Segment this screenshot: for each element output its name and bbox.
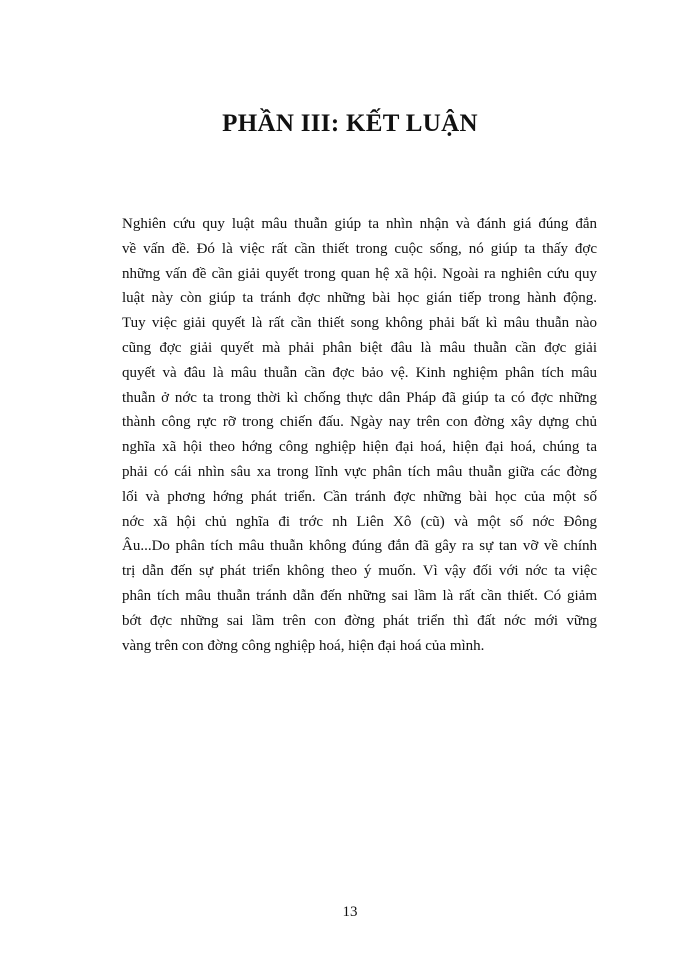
- conclusion-paragraph: [122, 212, 597, 658]
- paragraph-line: phân tích mâu thuẫn tránh dẫn đến những sai lầm là rất cần thiết. Có giảm: [122, 587, 597, 604]
- paragraph-line: Tuy việc giải quyết là rất cần thiết song không phải bất kì mâu thuẫn nào: [122, 315, 597, 332]
- paragraph-line: trị dẫn đến sự phát triển không theo ý muốn. Vì vậy đối với nớc ta việc: [122, 563, 597, 580]
- paragraph-line: bớt đợc những sai lầm trên con đờng phát triển thì đất nớc mới vững: [122, 612, 597, 629]
- paragraph-line: quyết và đâu là mâu thuẫn cần đợc bảo vệ. Kinh nghiệm phân tích mâu: [122, 364, 597, 381]
- paragraph-line: nghĩa xã hội theo hớng công nghiệp hiện đại hoá, hiện đại hoá, chúng ta: [122, 439, 597, 456]
- section-heading: PHẦN III: KẾT LUẬN: [222, 110, 478, 137]
- paragraph-line: thành công rực rỡ trong chiến đấu. Ngày nay trên con đờng xây dựng chủ: [122, 414, 597, 431]
- paragraph-line: thuẫn ở nớc ta trong thời kì chống thực dân Pháp đã giúp ta có đợc những: [122, 389, 597, 406]
- page-number: 13: [342, 904, 358, 920]
- paragraph-line: vàng trên con đờng công nghiệp hoá, hiện đại hoá của mình.: [122, 637, 485, 654]
- paragraph-line: Nghiên cứu quy luật mâu thuẫn giúp ta nhìn nhận và đánh giá đúng đắn: [122, 216, 597, 232]
- paragraph-line: luật này còn giúp ta tránh đợc những bài học gián tiếp trong hành động.: [122, 290, 597, 307]
- paragraph-line: lối và phơng hớng phát triển. Cần tránh đợc những bài học của một số: [122, 488, 597, 505]
- paragraph-line: nớc xã hội chủ nghĩa đi trớc nh Liên Xô (cũ) và một số nớc Đông: [122, 513, 597, 530]
- paragraph-line: cũng đợc giải quyết mà phải phân biệt đâu là mâu thuẫn cần đợc giải: [122, 339, 597, 356]
- paragraph-line: những vấn đề cần giải quyết trong quan hệ xã hội. Ngoài ra nghiên cứu quy: [122, 265, 597, 282]
- paragraph-line: phải có cái nhìn sâu xa trong lĩnh vực phân tích mâu thuẫn giữa các đờng: [122, 463, 597, 480]
- paragraph-line: Âu...Do phân tích mâu thuẫn không đúng đắn đã gây ra sự tan vỡ về chính: [122, 538, 597, 555]
- paragraph-line: về vấn đề. Đó là việc rất cần thiết trong cuộc sống, nó giúp ta thấy đợc: [122, 240, 597, 257]
